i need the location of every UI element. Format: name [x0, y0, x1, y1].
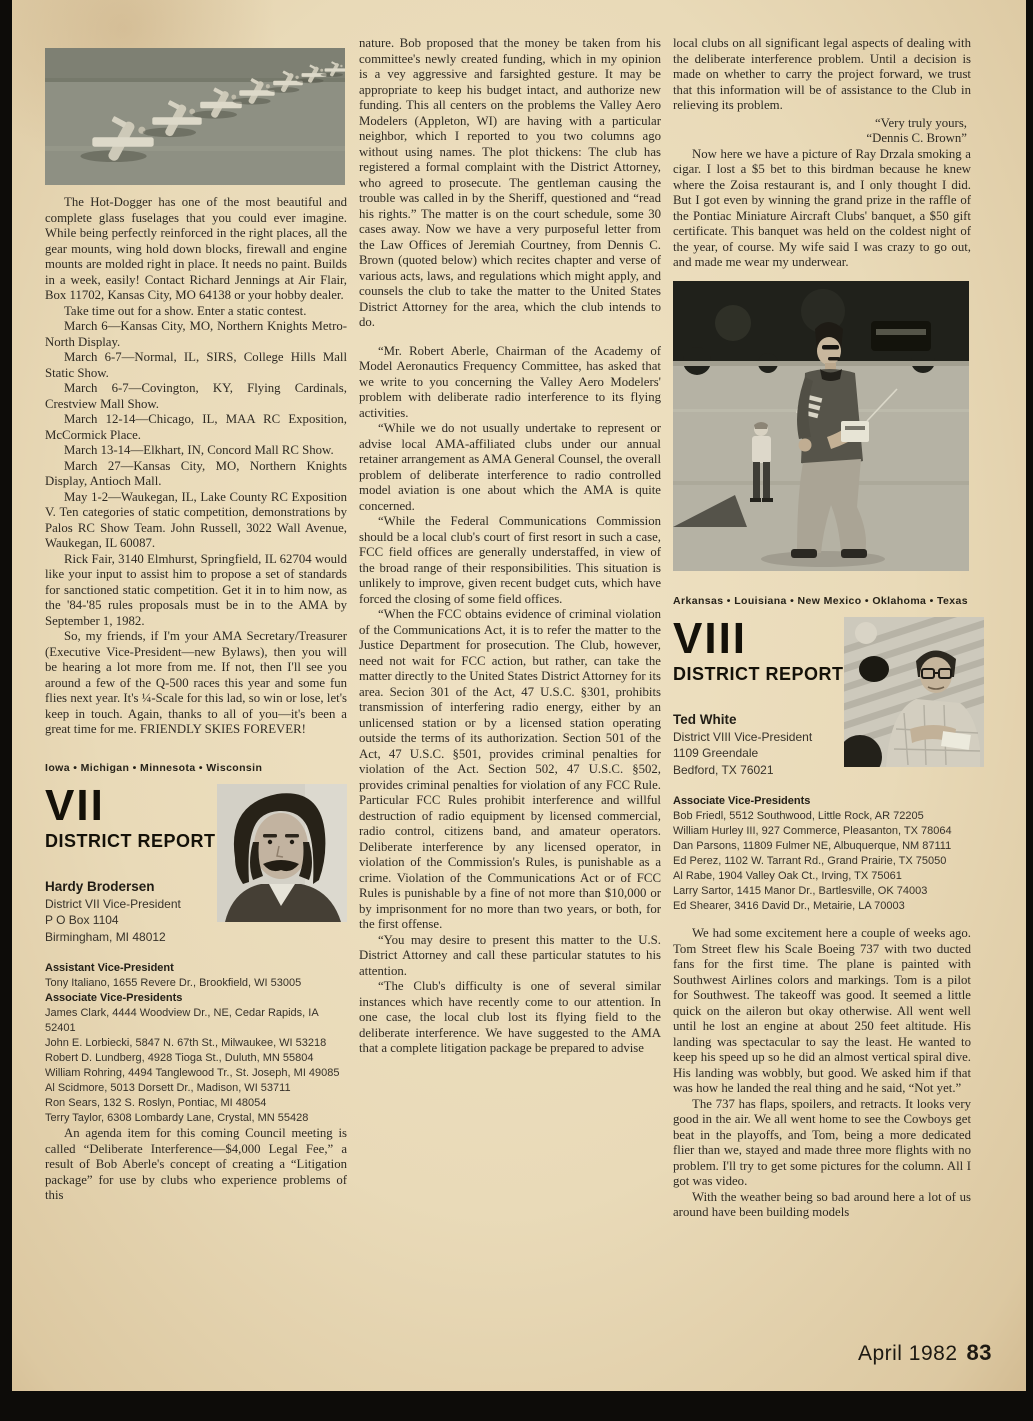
issue-date: April 1982: [857, 1342, 958, 1365]
paragraph: So, my friends, if I'm your AMA Secretary/Treasurer (Executive Vice-President—new Bylaws), then you will be hearing a lot more from me. If not, then I'll see you around a few of the Q-500 races this year and some fun flies next year. It's ¼-Scale for this lad, so win or lose, let's keep in touch. Again, thanks to all of you—it's been a great time for me. FRIENDLY SKIES FOREVER!: [45, 629, 347, 736]
right-bottom-text: [673, 926, 971, 1221]
associate-vp: Al Scidmore, 5013 Dorsett Dr., Madison, WI 53711: [45, 1082, 291, 1094]
assistant-vp: Tony Italiano, 1655 Revere Dr., Brookfield, WI 53005: [45, 977, 302, 989]
district8-states: Arkansas • Louisiana • New Mexico • Oklahoma • Texas: [673, 594, 968, 607]
associate-vp: Dan Parsons, 11809 Fulmer NE, Albuquerque, NM 87111: [673, 840, 952, 852]
officer-address: P O Box 1104: [45, 913, 119, 927]
paragraph: “Mr. Robert Aberle, Chairman of the Academy of Model Aeronautics Frequency Committee, has asked that we write to you concerning the Valley Aero Modelers' problem with deliberate radio interference to its flying activities.: [359, 343, 661, 420]
associate-vp: James Clark, 4444 Woodview Dr., NE, Cedar Rapids, IA 52401: [45, 1007, 319, 1034]
paragraph: March 12-14—Chicago, IL, MAA RC Exposition, McCormick Place.: [45, 412, 347, 442]
district8-number: VIII: [673, 613, 748, 663]
district7-portrait-photo: [217, 784, 347, 922]
associate-vps-heading: Associate Vice-Presidents: [673, 795, 811, 807]
associate-vp: Robert D. Lundberg, 4928 Tioga St., Duluth, MN 55804: [45, 1052, 314, 1064]
district7-report: [45, 762, 347, 1127]
associate-vp: Al Rabe, 1904 Valley Oak Ct., Irving, TX 75061: [673, 870, 902, 882]
letter-signoff: [673, 116, 971, 147]
paragraph: local clubs on all significant legal aspects of dealing with the deliberate interference problem. Until a decision is made on whether to carry the project forward, we trust that this information will be of assistance to the Club in relieving its problem.: [673, 36, 971, 112]
district7-title: DISTRICT REPORT: [45, 830, 216, 851]
left-bottom-paragraph: An agenda item for this coming Council meeting is called “Deliberate Interference—$4,000 Legal Fee,” a result of Bob Aberle's concept of creating a “Litigation package” for use by clubs who experience problems of this: [45, 1126, 347, 1202]
district7-number: VII: [45, 780, 105, 830]
paragraph: March 27—Kansas City, MO, Northern Knights Display, Antioch Mall.: [45, 458, 347, 488]
officer-title: District VIII Vice-President: [673, 729, 813, 744]
district8-contacts: [673, 794, 971, 914]
paragraph: May 1-2—Waukegan, IL, Lake County RC Exposition V. Ten categories of static competition, demonstrations by Palos RC Show Team. John Russell, 3022 Wall Avenue, Waukegan, IL 60087.: [45, 489, 347, 550]
associate-vps-list: [45, 1006, 347, 1126]
signoff-line: “Dennis C. Brown”: [866, 131, 967, 145]
associate-vp: William Rohring, 4494 Tanglewood Tr., St. Joseph, MI 49085: [45, 1067, 340, 1079]
associate-vps-heading: Associate Vice-Presidents: [45, 992, 183, 1004]
associate-vp: John E. Lorbiecki, 5847 N. 67th St., Milwaukee, WI 53218: [45, 1037, 327, 1049]
model-planes-photo: [45, 48, 345, 185]
officer-name: Hardy Brodersen: [45, 878, 155, 894]
page-number: 83: [966, 1340, 992, 1365]
associate-vp: Terry Taylor, 6308 Lombardy Lane, Crystal, MN 55428: [45, 1112, 309, 1124]
ray-drzala-photo: [673, 281, 969, 571]
associate-vp: Ed Perez, 1102 W. Tarrant Rd., Grand Prairie, TX 75050: [673, 855, 947, 867]
paragraph: “When the FCC obtains evidence of criminal violation of the Communications Act, it is to refer the matter to the Justice Department for prosecution. The Club, however, need not wait for FCC action, but rather, can take the matter directly to the United States District Attorney for its area. Secion 301 of the Act, 47 U.S.C. §301, prohibits transmission of interfering radio energy, either by an unlicensed station or by a licensed station operating outside the terms of its authorization. Section 501 of the Act, 47 U.S.C. §501, provides criminal penalties for violation of the Act. Section 502, 47 U.S.C. §502, provides criminal penalties for violation of any FCC Rule. Particular FCC Rules prohibit interference and willful destruction of radio equipment by licensed commercial, radio control, citizens band, and amateur operators. Deliberate interference by any licensed operator, in violation of the Commission's Rules, is punishable as a crime. Violation of the Communications Act or of FCC Rules is punishable by a fine of not more than $10,000 or by imprisonment for no more than two years, or both, for the first offense.: [359, 607, 661, 931]
paragraph: March 6-7—Normal, IL, SIRS, College Hills Mall Static Show.: [45, 350, 347, 380]
left-column: [45, 48, 347, 1204]
associate-vp: Ron Sears, 132 S. Roslyn, Pontiac, MI 48054: [45, 1097, 267, 1109]
paragraph: “While we do not usually undertake to represent or advise local AMA-affiliated clubs under our annual retainer arrangement as AMA General Counsel, the overall problem of deliberate interference to radio controlled model aviation is one about which the AMA is quite concerned.: [359, 421, 661, 513]
paragraph: March 13-14—Elkhart, IN, Concord Mall RC Show.: [64, 443, 334, 457]
paragraph: “While the Federal Communications Commission should be a local club's court of first resort in such a case, FCC field offices are generally understaffed, in view of the broad range of their responsibilities. This situation is unlikely to improve, given recent budget cuts, which have forced the closing of some field offices.: [359, 514, 661, 606]
paragraph: “You may desire to present this matter to the U.S. District Attorney and call these particular statutes to his attention.: [359, 932, 661, 978]
associate-vp: William Hurley III, 927 Commerce, Pleasanton, TX 78064: [673, 825, 952, 837]
district8-report: [673, 595, 971, 915]
middle-column: [359, 36, 661, 1057]
district8-officer: [673, 711, 844, 779]
magazine-page: [12, 0, 1026, 1391]
paragraph: The Hot-Dogger has one of the most beautiful and complete glass fuselages that you could ever imagine. While being perfectly reinforced in the right places, all the gear mounts, wing hold down blocks, firewall and engine mounts are molded right in place. It needs no paint. Builds in a week, easily! Contact Richard Jennings at Air Flair, Box 11702, Kansas City, MO 64138 or your hobby dealer.: [45, 195, 347, 302]
officer-name: Ted White: [673, 711, 737, 727]
associate-vps-list: [673, 809, 971, 914]
paragraph: “The Club's difficulty is one of several similar instances which have recently come to our attention. In one case, the local club lost its flying field to the deliberate interference. We have suggested to the AMA that a complete litigation package be prepared to advise: [359, 979, 661, 1055]
associate-vp: Ed Shearer, 3416 David Dr., Metairie, LA 70003: [673, 900, 905, 912]
district8-title: DISTRICT REPORT: [673, 663, 844, 684]
officer-address: Birmingham, MI 48012: [45, 929, 166, 944]
associate-vp: Larry Sartor, 1415 Manor Dr., Bartlesville, OK 74003: [673, 885, 928, 897]
officer-address: 1109 Greendale: [673, 746, 759, 760]
assistant-vp-heading: Assistant Vice-President: [45, 962, 174, 974]
paragraph: nature. Bob proposed that the money be taken from his committee's newly created funding, which in my opinion is a vey aggressive and farsighted gesture. It may be appropriate to keep his budget intact, and authorize new funding. This all centers on the problems the Valley Aero Modelers (Appleton, WI) are having with a particular neighbor, which I reported to you two columns ago without using names. The plot thickens: The club has registered a formal complaint with the District Attorney, who agreed to prosecute. The gentleman causing the trouble was called in by the Sheriff, questioned and “read his rights.” The matter is on the court schedule, some 30 cases away. Now we have a very purposeful letter from the Law Offices of Jeremiah Courtney, from Dennis C. Brown (quoted below) which recites chapter and verse of various acts, laws, and regulations which might apply, and counsels the club to take the matter to the United States District Attorney for the area, which the club intends to do.: [359, 36, 661, 329]
associate-vp: Bob Friedl, 5512 Southwood, Little Rock, AR 72205: [673, 810, 924, 822]
right-column: [673, 36, 971, 1221]
officer-title: District VII Vice-President: [45, 896, 181, 911]
district7-states: Iowa • Michigan • Minnesota • Wisconsin: [45, 761, 263, 774]
paragraph: March 6-7—Covington, KY, Flying Cardinals, Crestview Mall Show.: [45, 381, 347, 411]
district7-contacts: [45, 961, 347, 1126]
officer-address: Bedford, TX 76021: [673, 762, 774, 777]
paragraph: Now here we have a picture of Ray Drzala smoking a cigar. I lost a $5 bet to this birdman because he knew where the Zoisa restaurant is, and I only thought I did. But I got even by winning the grand prize in the raffle of the Pontiac Miniature Aircraft Clubs' banquet, a $50 gift certificate. This banquet was held on the coldest night of the year, of course. My wife said I was crazy to go out, and made me wear my underwear.: [673, 146, 971, 269]
paragraph: March 6—Kansas City, MO, Northern Knights Metro-North Display.: [45, 319, 347, 349]
paragraph: The 737 has flaps, spoilers, and retracts. It looks very good in the air. We all went home to see the Cowboys get beat in the playoffs, and Tom, being a more dedicated flier than we, stayed and made three more flights with no problem. I'll try to get some pictures for the column. All I got was video.: [673, 1096, 971, 1188]
district7-officer: [45, 878, 216, 946]
paragraph: Take time out for a show. Enter a static contest.: [64, 303, 307, 318]
district8-portrait-photo: [844, 617, 984, 767]
paragraph: With the weather being so bad around here a lot of us around have been building models: [673, 1189, 971, 1219]
left-column-text: [45, 195, 347, 738]
page-footer: [858, 1340, 992, 1366]
paragraph: Rick Fair, 3140 Elmhurst, Springfield, IL 62704 would like your input to assist him to propose a set of standards for sanctioned static competition. Get it in to him now, as the '84-'85 rules proposals must be in to the AMA by September 1, 1982.: [45, 551, 347, 628]
paragraph: We had some excitement here a couple of weeks ago. Tom Street flew his Scale Boeing 737 with two ducted fans for the first time. The plane is painted with Southwest Airlines colors and markings. Tom is a pilot for Southwest. The takeoff was good. It seemed a little quick on the aileron but okay otherwise. All went well until he lost an engine at about 250 feet altitude. His landing was spectacular to say the least. He wanted to keep his speed up so he did an almost vertical spiral dive. His landing was wobbly, but good. We asked him if that was how he landed the real thing and he said, “Not yet.”: [673, 926, 971, 1095]
signoff-line: “Very truly yours,: [874, 115, 967, 130]
